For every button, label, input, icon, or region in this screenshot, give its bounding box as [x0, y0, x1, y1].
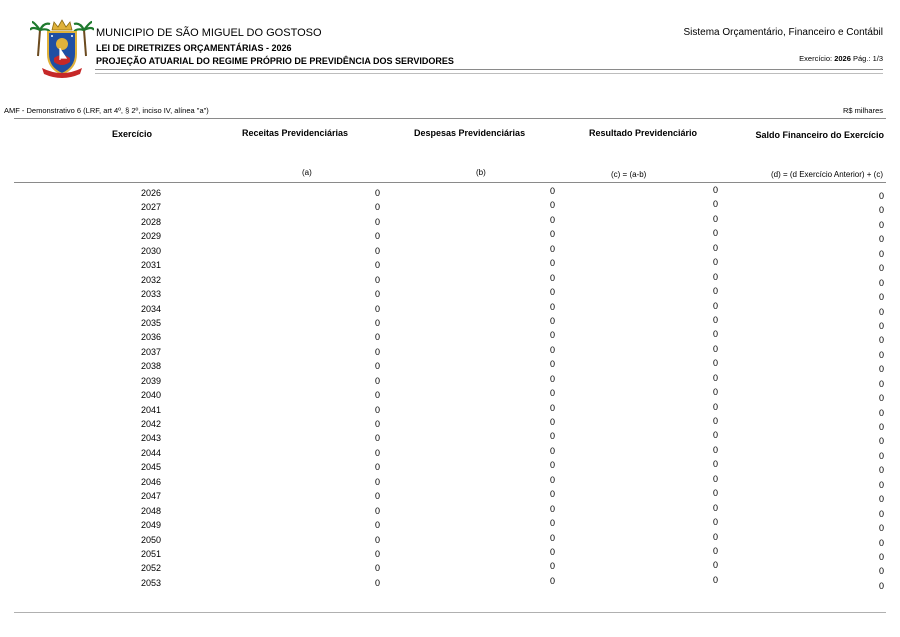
- table-row: [0, 343, 900, 361]
- cell-saldo: 0: [878, 479, 884, 490]
- cell-saldo: 0: [878, 465, 884, 476]
- table-top-rule: [14, 118, 886, 119]
- cell-despesas: 0: [549, 258, 555, 269]
- cell-year: 2036: [140, 332, 161, 343]
- cell-resultado: 0: [712, 257, 718, 268]
- cell-year: 2049: [140, 520, 161, 531]
- cell-receitas: 0: [374, 447, 380, 458]
- cell-year: 2027: [140, 202, 161, 213]
- cell-receitas: 0: [374, 231, 380, 242]
- municipal-coat-of-arms-icon: [30, 16, 94, 80]
- column-sub-b: (b): [476, 168, 486, 177]
- cell-resultado: 0: [712, 517, 718, 528]
- table-row: [0, 444, 900, 462]
- table-row: [0, 488, 900, 505]
- cell-saldo: 0: [878, 436, 884, 447]
- header-divider-secondary: [95, 73, 883, 74]
- cell-receitas: 0: [374, 404, 380, 415]
- cell-saldo: 0: [878, 335, 884, 346]
- cell-saldo: 0: [878, 378, 884, 389]
- cell-saldo: 0: [878, 320, 884, 331]
- cell-year: 2030: [140, 245, 161, 256]
- document-report-title: PROJEÇÃO ATUARIAL DO REGIME PRÓPRIO DE PREVIDÊNCIA DOS SERVIDORES: [96, 56, 454, 66]
- cell-despesas: 0: [549, 301, 555, 312]
- table-row: [0, 545, 900, 563]
- municipality-name: MUNICIPIO DE SÃO MIGUEL DO GOSTOSO: [96, 27, 322, 39]
- cell-despesas: 0: [549, 445, 555, 456]
- cell-despesas: 0: [549, 474, 555, 485]
- table-row: [0, 473, 900, 491]
- cell-year: 2031: [140, 260, 161, 271]
- table-row: [0, 286, 900, 303]
- cell-receitas: 0: [374, 390, 380, 401]
- cell-resultado: 0: [712, 502, 718, 513]
- cell-despesas: 0: [549, 503, 555, 514]
- column-sub-c: (c) = (a-b): [611, 170, 647, 179]
- cell-despesas: 0: [549, 402, 555, 413]
- cell-year: 2045: [140, 462, 161, 473]
- table-row: [0, 517, 900, 534]
- cell-year: 2039: [140, 375, 161, 386]
- cell-receitas: 0: [374, 289, 380, 300]
- cell-receitas: 0: [374, 505, 380, 516]
- cell-despesas: 0: [549, 200, 555, 211]
- table-row: [0, 242, 900, 260]
- cell-resultado: 0: [712, 271, 718, 282]
- table-row: [0, 430, 900, 447]
- system-name: Sistema Orçamentário, Financeiro e Contábil: [683, 27, 883, 38]
- cell-year: 2047: [140, 491, 161, 502]
- table-row: [0, 372, 900, 390]
- cell-saldo: 0: [878, 364, 884, 375]
- cell-resultado: 0: [712, 242, 718, 253]
- cell-year: 2053: [140, 577, 161, 588]
- cell-despesas: 0: [549, 388, 555, 399]
- cell-receitas: 0: [374, 346, 380, 357]
- cell-year: 2026: [140, 188, 161, 198]
- cell-receitas: 0: [374, 419, 380, 429]
- document-law-title: LEI DE DIRETRIZES ORÇAMENTÁRIAS - 2026: [96, 43, 292, 53]
- cell-resultado: 0: [712, 213, 718, 224]
- table-row: [0, 300, 900, 318]
- cell-year: 2048: [140, 505, 161, 516]
- cell-year: 2042: [140, 419, 161, 429]
- cell-year: 2028: [140, 216, 161, 227]
- cell-resultado: 0: [712, 314, 718, 325]
- cell-saldo: 0: [878, 450, 884, 461]
- table-row: [0, 213, 900, 231]
- cell-despesas: 0: [549, 561, 555, 572]
- cell-receitas: 0: [374, 520, 380, 531]
- table-row: [0, 199, 900, 216]
- table-row: [0, 387, 900, 404]
- cell-saldo: 0: [878, 407, 884, 418]
- cell-despesas: 0: [549, 460, 555, 471]
- cell-receitas: 0: [374, 332, 380, 343]
- cell-receitas: 0: [374, 317, 380, 328]
- page-number: Pág.: 1/3: [852, 54, 883, 63]
- cell-receitas: 0: [374, 303, 380, 314]
- cell-year: 2051: [140, 548, 161, 559]
- cell-resultado: 0: [712, 444, 718, 455]
- cell-saldo: 0: [878, 551, 884, 562]
- cell-year: 2034: [140, 303, 161, 314]
- cell-despesas: 0: [549, 518, 555, 529]
- cell-despesas: 0: [549, 287, 555, 298]
- cell-year: 2043: [140, 433, 161, 444]
- cell-saldo: 0: [878, 537, 884, 548]
- column-header-exercise: Exercício: [112, 129, 153, 139]
- table-row: [0, 314, 900, 332]
- cell-receitas: 0: [374, 260, 380, 271]
- cell-saldo: 0: [878, 523, 884, 534]
- table-bottom-rule: [14, 612, 886, 613]
- cell-year: 2035: [140, 317, 161, 328]
- cell-year: 2037: [140, 346, 161, 357]
- cell-receitas: 0: [374, 462, 380, 473]
- cell-resultado: 0: [712, 473, 718, 484]
- cell-despesas: 0: [549, 373, 555, 384]
- cell-despesas: 0: [549, 546, 555, 557]
- cell-resultado: 0: [712, 416, 718, 426]
- table-row: [0, 416, 900, 433]
- cell-despesas: 0: [549, 315, 555, 326]
- cell-receitas: 0: [374, 375, 380, 386]
- cell-receitas: 0: [374, 476, 380, 487]
- cell-resultado: 0: [712, 185, 718, 195]
- cell-year: 2038: [140, 361, 161, 372]
- cell-despesas: 0: [549, 344, 555, 355]
- cell-receitas: 0: [374, 548, 380, 559]
- cell-saldo: 0: [878, 234, 884, 245]
- cell-receitas: 0: [374, 534, 380, 545]
- cell-year: 2040: [140, 390, 161, 401]
- cell-year: 2052: [140, 563, 161, 574]
- cell-receitas: 0: [374, 577, 380, 588]
- cell-resultado: 0: [712, 300, 718, 311]
- exercise-page-info: [799, 54, 883, 63]
- cell-saldo: 0: [878, 191, 884, 201]
- cell-receitas: 0: [374, 274, 380, 285]
- cell-saldo: 0: [878, 393, 884, 404]
- table-header-rule: [14, 182, 886, 183]
- cell-saldo: 0: [878, 349, 884, 360]
- cell-despesas: 0: [549, 431, 555, 442]
- cell-despesas: 0: [549, 186, 555, 196]
- table-row: [0, 271, 900, 289]
- cell-resultado: 0: [712, 560, 718, 571]
- cell-saldo: 0: [878, 494, 884, 505]
- cell-resultado: 0: [712, 228, 718, 239]
- cell-saldo: 0: [878, 566, 884, 577]
- table-row: [0, 401, 900, 419]
- cell-resultado: 0: [712, 343, 718, 354]
- cell-resultado: 0: [712, 358, 718, 369]
- cell-resultado: 0: [712, 387, 718, 398]
- cell-despesas: 0: [549, 229, 555, 240]
- cell-receitas: 0: [374, 216, 380, 227]
- cell-resultado: 0: [712, 430, 718, 441]
- table-row: [0, 502, 900, 520]
- cell-despesas: 0: [549, 417, 555, 427]
- header-divider: [95, 69, 883, 70]
- cell-saldo: 0: [878, 422, 884, 432]
- cell-despesas: 0: [549, 243, 555, 254]
- cell-resultado: 0: [712, 574, 718, 585]
- column-header-receitas: Receitas Previdenciárias: [242, 128, 349, 138]
- cell-saldo: 0: [878, 580, 884, 591]
- cell-saldo: 0: [878, 219, 884, 230]
- cell-receitas: 0: [374, 491, 380, 502]
- cell-despesas: 0: [549, 532, 555, 543]
- column-header-saldo: Saldo Financeiro do Exercício: [755, 130, 884, 140]
- cell-receitas: 0: [374, 202, 380, 213]
- cell-year: 2029: [140, 231, 161, 242]
- cell-receitas: 0: [374, 563, 380, 574]
- cell-saldo: 0: [878, 277, 884, 288]
- cell-resultado: 0: [712, 329, 718, 340]
- report-reference: AMF - Demonstrativo 6 (LRF, art 4º, § 2º, inciso IV, alínea "a"): [4, 106, 209, 115]
- cell-receitas: 0: [374, 433, 380, 444]
- cell-year: 2041: [140, 404, 161, 415]
- table-row: [0, 329, 900, 346]
- cell-resultado: 0: [712, 531, 718, 542]
- cell-saldo: 0: [878, 248, 884, 259]
- column-header-despesas: Despesas Previdenciárias: [414, 128, 526, 138]
- table-row: [0, 228, 900, 245]
- cell-despesas: 0: [549, 272, 555, 283]
- cell-resultado: 0: [712, 459, 718, 470]
- table-row: [0, 358, 900, 375]
- table-row: [0, 185, 900, 202]
- cell-year: 2050: [140, 534, 161, 545]
- cell-receitas: 0: [374, 361, 380, 372]
- cell-receitas: 0: [374, 188, 380, 198]
- cell-saldo: 0: [878, 205, 884, 216]
- cell-year: 2044: [140, 447, 161, 458]
- cell-despesas: 0: [549, 330, 555, 341]
- table-row: [0, 459, 900, 476]
- table-row: [0, 531, 900, 549]
- table-row: [0, 560, 900, 577]
- column-sub-a: (a): [302, 168, 312, 177]
- cell-saldo: 0: [878, 508, 884, 519]
- cell-despesas: 0: [549, 214, 555, 225]
- cell-resultado: 0: [712, 372, 718, 383]
- cell-resultado: 0: [712, 488, 718, 499]
- cell-year: 2032: [140, 274, 161, 285]
- cell-receitas: 0: [374, 245, 380, 256]
- cell-saldo: 0: [878, 292, 884, 303]
- cell-saldo: 0: [878, 306, 884, 317]
- cell-resultado: 0: [712, 545, 718, 556]
- cell-resultado: 0: [712, 199, 718, 210]
- cell-despesas: 0: [549, 359, 555, 370]
- projection-table-body: [0, 185, 900, 592]
- column-sub-d: (d) = (d Exercício Anterior) + (c): [770, 170, 883, 179]
- cell-saldo: 0: [878, 263, 884, 274]
- cell-resultado: 0: [712, 286, 718, 297]
- table-row: [0, 574, 900, 592]
- exercise-year: 2026: [834, 54, 851, 63]
- currency-unit: R$ milhares: [842, 106, 883, 115]
- column-header-resultado: Resultado Previdenciário: [589, 128, 698, 138]
- cell-year: 2033: [140, 289, 161, 300]
- exercise-label: Exercício:: [799, 54, 833, 63]
- table-row: [0, 257, 900, 274]
- cell-despesas: 0: [549, 489, 555, 500]
- cell-resultado: 0: [712, 401, 718, 412]
- cell-year: 2046: [140, 476, 161, 487]
- cell-despesas: 0: [549, 575, 555, 586]
